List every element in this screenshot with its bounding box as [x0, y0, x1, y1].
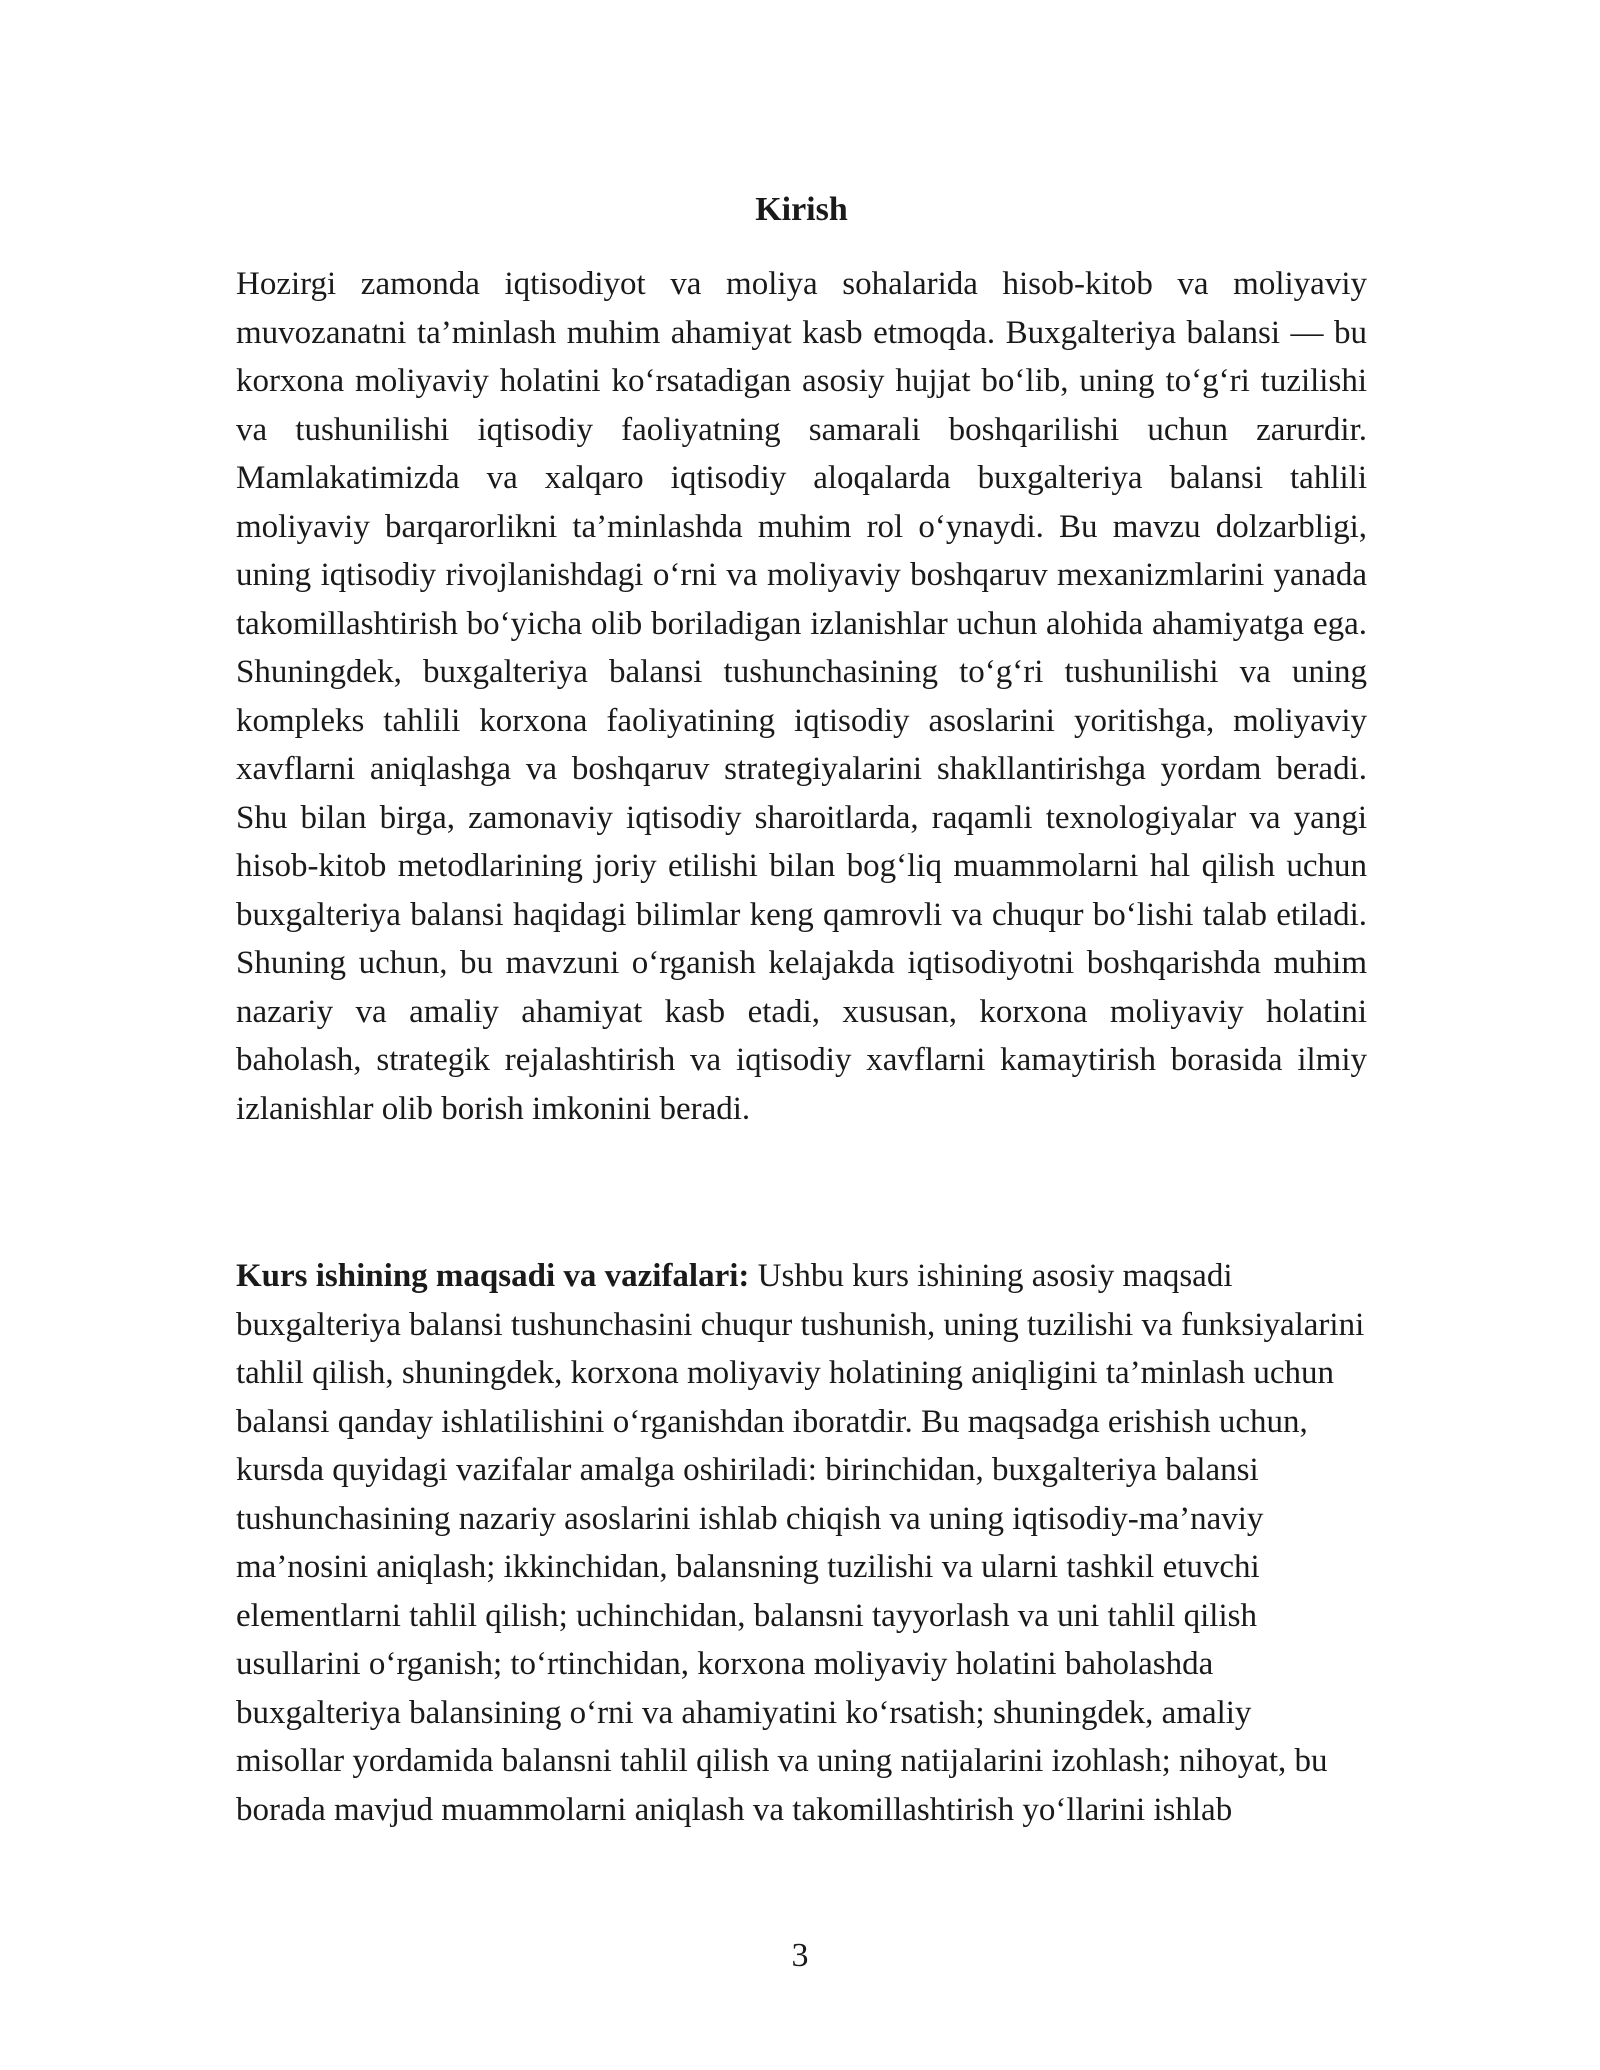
intro-paragraph: Hozirgi zamonda iqtisodiyot va moliya sohalarida hisob-kitob va moliyaviy muvozanatni ta’minlash muhim ahamiyat kasb etmoqda. Buxgalteriya balansi — bu korxona moliyaviy holatini ko‘rsatadigan asosiy hujjat bo‘lib, uning to‘g‘ri tuzilishi va tushunilishi iqtisodiy faoliyatning samarali boshqarilishi uchun zarurdir. Mamlakatimizda va xalqaro iqtisodiy aloqalarda buxgalteriya balansi tahlili moliyaviy barqarorlikni ta’minlashda muhim rol o‘ynaydi. Bu mavzu dolzarbligi, uning iqtisodiy rivojlanishdagi o‘rni va moliyaviy boshqaruv mexanizmlarini yanada takomillashtirish bo‘yicha olib boriladigan izlanishlar uchun alohida ahamiyatga ega. Shuningdek, buxgalteriya balansi tushunchasining to‘g‘ri tushunilishi va uning kompleks tahlili korxona faoliyatining iqtisodiy asoslarini yoritishga, moliyaviy xavflarni aniqlashga va boshqaruv strategiyalarini shakllantirishga yordam beradi. Shu bilan birga, zamonaviy iqtisodiy sharoitlarda, raqamli texnologiyalar va yangi hisob-kitob metodlarining joriy etilishi bilan bog‘liq muammolarni hal qilish uchun buxgalteriya balansi haqidagi bilimlar keng qamrovli va chuqur bo‘lishi talab etiladi. Shuning uchun, bu mavzuni o‘rganish kelajakda iqtisodiyotni boshqarishda muhim nazariy va amaliy ahamiyat kasb etadi, xususan, korxona moliyaviy holatini baholash, strategik rejalashtirish va iqtisodiy xavflarni kamaytirish borasida ilmiy izlanishlar olib borish imkonini beradi. — [236, 266, 1367, 1127]
goals-paragraph — [236, 1252, 1367, 1834]
goals-text: Ushbu kurs ishining asosiy maqsadi buxgalteriya balansi tushunchasini chuqur tushunish, uning tuzilishi va funksiyalarini tahlil qilish, shuningdek, korxona moliyaviy holatining aniqligini ta’minlash uchun balansi qanday ishlatilishini o‘rganishdan iboratdir. Bu maqsadga erishish uchun, kursda quyidagi vazifalar amalga oshiriladi: birinchidan, buxgalteriya balansi tushunchasining nazariy asoslarini ishlab chiqish va uning iqtisodiy-ma’naviy ma’nosini aniqlash; ikkinchidan, balansning tuzilishi va ularni tashkil etuvchi elementlarni tahlil qilish; uchinchidan, balansni tayyorlash va uni tahlil qilish usullarini o‘rganish; to‘rtinchidan, korxona moliyaviy holatini baholashda buxgalteriya balansining o‘rni va ahamiyatini ko‘rsatish; shuningdek, amaliy misollar yordamida balansni tahlil qilish va uning natijalarini izohlash; nihoyat, bu borada mavjud muammolarni aniqlash va takomillashtirish yo‘llarini ishlab — [236, 1258, 1365, 1828]
section-title: Kirish — [755, 191, 848, 228]
goals-heading: Kurs ishining maqsadi va vazifalari: — [236, 1258, 750, 1294]
page-number: 3 — [791, 1937, 809, 1974]
